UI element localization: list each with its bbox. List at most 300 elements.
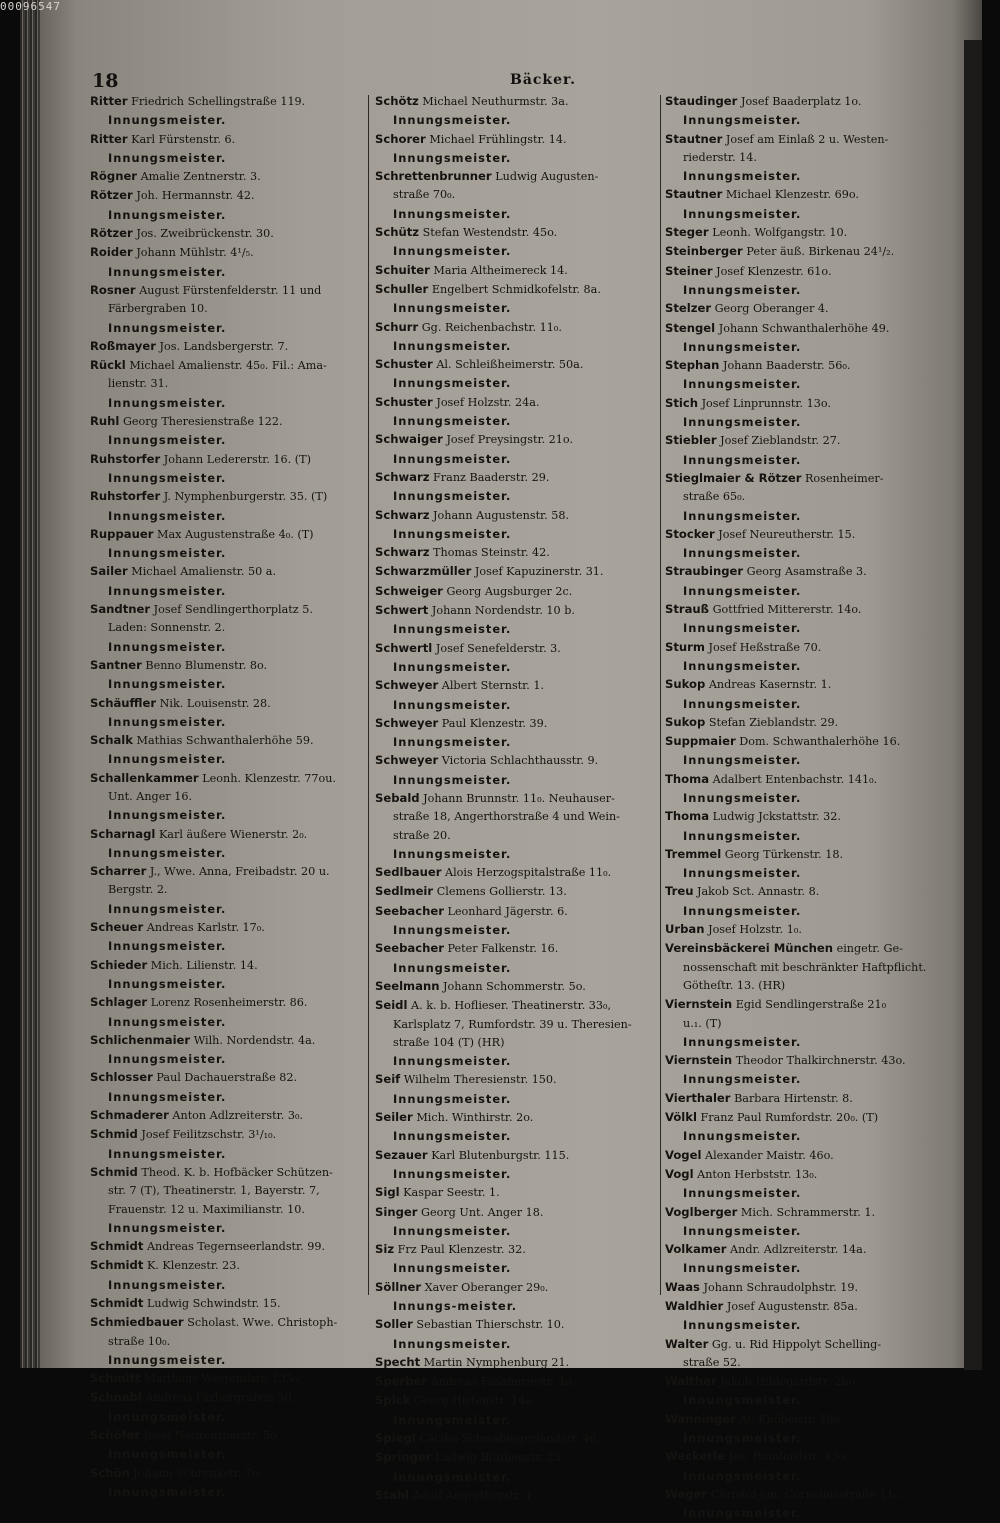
entry-surname: Weger bbox=[665, 1486, 708, 1501]
innungsmeister-note: Innungsmeister. bbox=[683, 415, 802, 430]
entry-details: Karl äußere Wienerstr. 2₀. bbox=[158, 827, 308, 841]
entry-details: Mich. Lilienstr. 14. bbox=[150, 958, 258, 972]
directory-entry bbox=[665, 469, 953, 488]
entry-details: Andreas Fasaneriestr. 4o. bbox=[430, 1375, 576, 1389]
innungsmeister-note: Innungsmeister. bbox=[393, 659, 512, 674]
directory-entry bbox=[375, 1486, 663, 1505]
innungsmeister-note: Innungsmeister. bbox=[683, 452, 802, 467]
entry-details: K. Klenzestr. 23. bbox=[146, 1259, 240, 1273]
entry-details: Frz Paul Klenzestr. 32. bbox=[397, 1243, 526, 1257]
directory-entry bbox=[375, 996, 663, 1015]
entry-surname: Stautner bbox=[665, 187, 723, 202]
innungsmeister-note: Innungsmeister. bbox=[108, 752, 227, 767]
innungsmeister-note: Innungsmeister. bbox=[393, 1412, 512, 1427]
innungsmeister-note: Innungsmeister. bbox=[393, 376, 512, 391]
entry-details: Barbara Hirtenstr. 8. bbox=[734, 1091, 853, 1105]
entry-details: Michael Amalienstr. 45₀. Fil.: Ama- bbox=[129, 359, 327, 373]
entry-surname: Schmid bbox=[90, 1164, 138, 1179]
entry-surname: Schötz bbox=[375, 94, 419, 108]
entry-surname: Staudinger bbox=[665, 94, 738, 108]
entry-surname: Schwertl bbox=[375, 640, 433, 655]
directory-entry bbox=[90, 412, 372, 431]
entry-surname: Sezauer bbox=[375, 1147, 428, 1162]
entry-details: Anton Herbststr. 13₀. bbox=[697, 1167, 818, 1181]
innungsmeister-note: Innungsmeister. bbox=[108, 470, 227, 485]
directory-entry bbox=[375, 882, 663, 901]
innungsmeister-note: Innungsmeister. bbox=[683, 1506, 802, 1521]
entry-details: Al. Schleißheimerstr. 50a. bbox=[436, 358, 584, 372]
entry-details: Gg. u. Rid Hippolyt Schelling- bbox=[711, 1337, 882, 1351]
entry-surname: Volkamer bbox=[665, 1242, 727, 1257]
innungsmeister-note: Innungsmeister. bbox=[393, 451, 512, 466]
entry-surname: Santner bbox=[90, 657, 142, 672]
entry-details: Josef Holzstr. 1₀. bbox=[708, 923, 802, 937]
entry-surname: Stiebler bbox=[665, 433, 717, 448]
entry-details: Paul Klenzestr. 39. bbox=[441, 716, 548, 730]
innungsmeister-note: Innungsmeister. bbox=[108, 113, 227, 128]
innungsmeister-note: Innungsmeister. bbox=[393, 1129, 512, 1144]
directory-entry bbox=[90, 1068, 372, 1087]
entry-details: Georg Türkenstr. 18. bbox=[724, 847, 844, 861]
entry-details: Josef Augustenstr. 85a. bbox=[726, 1300, 858, 1313]
innungsmeister-note: Innungsmeister. bbox=[393, 526, 512, 541]
directory-entry bbox=[90, 956, 372, 975]
innungsmeister-note: Innungsmeister. bbox=[393, 1336, 512, 1351]
entry-surname: Schallenkammer bbox=[90, 770, 199, 785]
entry-continuation: lienstr. 31. bbox=[108, 377, 169, 391]
entry-details: Friedrich Schellingstraße 119. bbox=[131, 95, 306, 108]
directory-entry bbox=[90, 1031, 372, 1050]
directory-entry bbox=[665, 1297, 953, 1316]
entry-surname: Sedlbauer bbox=[375, 865, 442, 880]
directory-entry bbox=[90, 769, 372, 788]
entry-details: Georg Hirtenstr. 14a. bbox=[413, 1394, 536, 1408]
entry-surname: Rosner bbox=[90, 282, 136, 297]
entry-details: Stefan Zieblandstr. 29. bbox=[708, 715, 839, 729]
entry-surname: Vogel bbox=[665, 1147, 702, 1162]
directory-entry bbox=[375, 167, 663, 186]
directory-entry bbox=[665, 242, 953, 261]
directory-entry bbox=[375, 714, 663, 733]
entry-surname: Waldhier bbox=[665, 1299, 724, 1313]
entry-details: Scholast. Wwe. Christoph- bbox=[187, 1316, 338, 1330]
entry-surname: Treu bbox=[665, 884, 694, 899]
directory-entry bbox=[665, 130, 953, 149]
entry-details: Theod. K. b. Hofbäcker Schützen- bbox=[141, 1165, 333, 1179]
scan-background-strip bbox=[964, 40, 982, 1370]
entry-surname: Stocker bbox=[665, 526, 715, 541]
entry-details: J., Wwe. Anna, Freibadstr. 20 u. bbox=[149, 865, 330, 879]
entry-surname: Schmitt bbox=[90, 1371, 141, 1386]
directory-entry bbox=[665, 525, 953, 544]
innungsmeister-note: Innungsmeister. bbox=[108, 976, 227, 991]
entry-surname: Schwarz bbox=[375, 545, 430, 560]
directory-entry bbox=[665, 732, 953, 751]
entry-surname: Schlosser bbox=[90, 1070, 153, 1085]
entry-continuation: Färbergraben 10. bbox=[108, 302, 208, 316]
innungsmeister-note: Innungsmeister. bbox=[108, 1277, 227, 1292]
entry-surname: Ritter bbox=[90, 94, 128, 108]
entry-surname: Völkl bbox=[665, 1110, 697, 1125]
directory-entry bbox=[375, 223, 663, 242]
directory-entry bbox=[665, 223, 953, 242]
entry-surname: Stelzer bbox=[665, 301, 712, 316]
entry-details: Mathias Schwanthalerhöhe 59. bbox=[136, 734, 314, 748]
directory-entry bbox=[375, 468, 663, 487]
entry-surname: Weckerle bbox=[665, 1449, 725, 1464]
entry-details: Max Augustenstraße 4₀. (T) bbox=[157, 527, 314, 541]
entry-surname: Siz bbox=[375, 1242, 395, 1257]
directory-entry bbox=[90, 243, 372, 262]
page-heading: Bäcker. bbox=[510, 72, 577, 88]
innungsmeister-note: Innungsmeister. bbox=[108, 901, 227, 916]
entry-surname: Specht bbox=[375, 1354, 421, 1369]
entry-surname: Stautner bbox=[665, 131, 723, 146]
directory-entry bbox=[90, 186, 372, 205]
entry-surname: Schwarz bbox=[375, 507, 430, 522]
entry-surname: Ruhl bbox=[90, 414, 120, 429]
entry-details: Michael Neuthurmstr. 3a. bbox=[422, 95, 569, 108]
innungsmeister-note: Innungsmeister. bbox=[108, 1409, 227, 1424]
directory-entry bbox=[90, 1426, 372, 1445]
entry-surname: Schnabl bbox=[90, 1390, 142, 1405]
directory-entry bbox=[375, 1070, 663, 1089]
entry-continuation: nossenschaft mit beschränkter Haftpflicht. bbox=[683, 960, 927, 974]
entry-surname: Schweiger bbox=[375, 583, 443, 598]
innungsmeister-note: Innungsmeister. bbox=[683, 658, 802, 673]
entry-surname: Schmidt bbox=[90, 1239, 144, 1254]
innungsmeister-note: Innungsmeister. bbox=[108, 1447, 227, 1462]
entry-continuation: straße 70₀. bbox=[393, 188, 456, 202]
innungsmeister-note: Innungsmeister. bbox=[108, 808, 227, 823]
entry-surname: Sperber bbox=[375, 1374, 428, 1389]
directory-entry bbox=[375, 1448, 663, 1467]
entry-details: Ludwig Schwindstr. 15. bbox=[146, 1297, 281, 1310]
entry-surname: Schweyer bbox=[375, 678, 439, 693]
entry-surname: Schieder bbox=[90, 957, 148, 972]
directory-entry bbox=[665, 600, 953, 619]
directory-entry bbox=[90, 862, 372, 881]
entry-details: Peter äuß. Birkenau 24¹/₂. bbox=[746, 245, 895, 259]
directory-entry bbox=[375, 789, 663, 808]
entry-surname: Stich bbox=[665, 395, 698, 410]
entry-surname: Sigl bbox=[375, 1185, 400, 1200]
directory-entry bbox=[375, 1315, 663, 1334]
entry-details: Alexander Maistr. 46o. bbox=[705, 1148, 834, 1162]
directory-entry bbox=[375, 430, 663, 449]
entry-surname: Schuster bbox=[375, 357, 433, 372]
entry-surname: Sandtner bbox=[90, 602, 151, 617]
directory-entry bbox=[375, 393, 663, 412]
entry-details: Gottfried Mittererstr. 14o. bbox=[712, 603, 862, 617]
entry-details: Franz Baaderstr. 29. bbox=[433, 470, 550, 484]
entry-details: Franz Paul Rumfordstr. 20₀. (T) bbox=[700, 1111, 879, 1125]
entry-details: Michael Amalienstr. 50 a. bbox=[131, 565, 277, 579]
entry-details: Benno Blumenstr. 8o. bbox=[145, 658, 268, 672]
entry-details: Andr. Adlzreiterstr. 14a. bbox=[730, 1243, 867, 1257]
entry-surname: Strauß bbox=[665, 602, 710, 617]
directory-entry bbox=[665, 185, 953, 204]
entry-surname: Walther bbox=[665, 1374, 717, 1389]
directory-entry bbox=[375, 543, 663, 562]
innungsmeister-note: Innungsmeister. bbox=[108, 714, 227, 729]
entry-details: Xaver Oberanger 29₀. bbox=[424, 1280, 549, 1294]
directory-entry bbox=[665, 1372, 953, 1391]
entry-details: Dom. Schwanthalerhöhe 16. bbox=[739, 735, 901, 749]
entry-details: Georg Oberanger 4. bbox=[714, 302, 829, 316]
directory-entry bbox=[665, 1335, 953, 1354]
innungsmeister-note: Innungsmeister. bbox=[108, 677, 227, 692]
directory-entry bbox=[90, 1388, 372, 1407]
directory-entry bbox=[90, 92, 372, 111]
entry-details: Leonhard Jägerstr. 6. bbox=[447, 904, 568, 918]
innungsmeister-note: Innungsmeister. bbox=[108, 395, 227, 410]
directory-entry bbox=[90, 337, 372, 356]
entry-details: Kaspar Seestr. 1. bbox=[403, 1186, 500, 1200]
entry-surname: Seiler bbox=[375, 1110, 413, 1125]
entry-details: Albert Sternstr. 1. bbox=[441, 679, 545, 693]
innungsmeister-note: Innungsmeister. bbox=[108, 320, 227, 335]
entry-surname: Sedlmeir bbox=[375, 884, 434, 899]
entry-details: Johann Schwanthalerhöhe 49. bbox=[718, 321, 890, 335]
directory-entry bbox=[375, 1203, 663, 1222]
innungsmeister-note: Innungsmeister. bbox=[683, 377, 802, 392]
innungsmeister-note: Innungsmeister. bbox=[393, 1091, 512, 1106]
entry-surname: Stengel bbox=[665, 320, 716, 335]
innungsmeister-note: Innungsmeister. bbox=[108, 1220, 227, 1235]
directory-entry bbox=[90, 167, 372, 186]
entry-details: Josef Preysingstr. 21o. bbox=[446, 433, 574, 447]
entry-surname: Voglberger bbox=[665, 1204, 738, 1219]
entry-surname: Thoma bbox=[665, 809, 710, 824]
innungsmeister-note: Innungsmeister. bbox=[683, 1431, 802, 1446]
innungsmeister-note: Innungsmeister. bbox=[108, 207, 227, 222]
directory-entry bbox=[665, 1278, 953, 1297]
directory-entry bbox=[90, 731, 372, 750]
entry-surname: Schwert bbox=[375, 603, 429, 618]
entry-surname: Schwaiger bbox=[375, 432, 443, 447]
innungsmeister-note: Innungsmeister. bbox=[683, 583, 802, 598]
innungsmeister-note: Innungsmeister. bbox=[683, 546, 802, 561]
innungsmeister-note: Innungsmeister. bbox=[683, 753, 802, 768]
directory-entry bbox=[90, 825, 372, 844]
entry-surname: Sebald bbox=[375, 790, 420, 805]
innungsmeister-note: Innungsmeister. bbox=[108, 433, 227, 448]
entry-details: Ludwig Jckstattstr. 32. bbox=[712, 810, 841, 824]
entry-surname: Ruhstorfer bbox=[90, 451, 161, 466]
directory-entry bbox=[90, 1163, 372, 1182]
innungsmeister-note: Innungsmeister. bbox=[393, 1166, 512, 1181]
entry-surname: Seif bbox=[375, 1072, 401, 1087]
entry-surname: Steger bbox=[665, 225, 709, 240]
entry-surname: Schwarz bbox=[375, 469, 430, 484]
innungsmeister-note: Innungsmeister. bbox=[393, 735, 512, 750]
directory-entry bbox=[90, 694, 372, 713]
entry-details: August Fürstenfelderstr. 11 und bbox=[139, 283, 322, 297]
innungsmeister-note: Innungsmeister. bbox=[393, 1261, 512, 1276]
directory-entry bbox=[375, 1391, 663, 1410]
directory-entry bbox=[90, 487, 372, 506]
innungsmeister-note: Innungsmeister. bbox=[393, 414, 512, 429]
directory-entry bbox=[665, 356, 953, 375]
entry-details: Maria Altheimereck 14. bbox=[433, 263, 568, 277]
directory-entry bbox=[375, 261, 663, 280]
directory-entry bbox=[375, 902, 663, 921]
entry-surname: Schuller bbox=[375, 281, 429, 296]
entry-surname: Vierthaler bbox=[665, 1090, 731, 1105]
entry-details: Johann Schrenkstr. 7o. bbox=[133, 1466, 263, 1480]
directory-entry bbox=[375, 939, 663, 958]
directory-column-3 bbox=[665, 92, 953, 1523]
innungsmeister-note: Innungsmeister. bbox=[108, 639, 227, 654]
entry-surname: Spiegl bbox=[375, 1431, 416, 1446]
entry-details: Thomas Steinstr. 42. bbox=[433, 546, 550, 560]
entry-surname: Seidl bbox=[375, 998, 408, 1013]
innungsmeister-note: Innungsmeister. bbox=[683, 169, 802, 184]
entry-details: Johann Mühlstr. 4¹/₅. bbox=[136, 246, 254, 260]
entry-details: Ludwig Augusten- bbox=[495, 170, 599, 184]
entry-details: Lorenz Rosenheimerstr. 86. bbox=[150, 996, 308, 1010]
entry-details: Wilhelm Theresienstr. 150. bbox=[403, 1073, 557, 1087]
entry-details: Josef Senefelderstr. 3. bbox=[435, 641, 561, 655]
entry-surname: Rötzer bbox=[90, 188, 133, 203]
innungsmeister-note: Innungsmeister. bbox=[393, 338, 512, 353]
entry-details: Christof-jun. Corneliusstraße 11₀. bbox=[710, 1487, 902, 1501]
entry-details: Ludwig Blüthenstr. 25. bbox=[435, 1451, 565, 1465]
directory-entry bbox=[375, 676, 663, 695]
entry-details: Josef Heßstraße 70. bbox=[708, 640, 822, 654]
directory-entry bbox=[665, 1485, 953, 1504]
entry-details: Josef am Einlaß 2 u. Westen- bbox=[725, 132, 889, 146]
directory-entry bbox=[375, 1146, 663, 1165]
entry-details: Karl Fürstenstr. 6. bbox=[131, 132, 236, 146]
entry-details: Leonh. Klenzestr. 77ou. bbox=[202, 771, 336, 785]
entry-details: Gg. Reichenbachstr. 11₀. bbox=[421, 320, 562, 334]
entry-surname: Schmaderer bbox=[90, 1108, 169, 1123]
entry-details: Josef Neureutherstr. 15. bbox=[718, 527, 856, 541]
innungsmeister-note: Innungsmeister. bbox=[683, 508, 802, 523]
innungsmeister-note: Innungsmeister. bbox=[393, 697, 512, 712]
entry-surname: Wanninger bbox=[665, 1411, 736, 1426]
entry-surname: Springer bbox=[375, 1450, 432, 1465]
innungsmeister-note: Innungsmeister. bbox=[108, 150, 227, 165]
entry-surname: Seebacher bbox=[375, 941, 444, 956]
innungsmeister-note: Innungsmeister. bbox=[683, 282, 802, 297]
entry-surname: Vogl bbox=[665, 1166, 694, 1181]
entry-surname: Tremmel bbox=[665, 846, 722, 861]
entry-surname: Scheuer bbox=[90, 920, 144, 935]
innungsmeister-note: Innungsmeister. bbox=[393, 960, 512, 975]
entry-details: Adolf Angerthorstr. 1. bbox=[412, 1488, 537, 1502]
entry-details: Mich. Winthirstr. 2o. bbox=[416, 1111, 534, 1125]
directory-entry bbox=[375, 751, 663, 770]
directory-entry bbox=[665, 1165, 953, 1184]
entry-details: Joh. Hermannstr. 42. bbox=[136, 189, 255, 203]
entry-details: Josef Linprunnstr. 13o. bbox=[701, 396, 831, 410]
entry-details: Josef Klenzestr. 61o. bbox=[716, 264, 832, 278]
directory-entry bbox=[375, 506, 663, 525]
directory-column-1 bbox=[90, 92, 372, 1501]
entry-details: Theodor Thalkirchnerstr. 43o. bbox=[735, 1054, 906, 1068]
innungsmeister-note: Innungsmeister. bbox=[683, 1468, 802, 1483]
innungsmeister-note: Innungsmeister. bbox=[393, 923, 512, 938]
innungsmeister-note: Innungsmeister. bbox=[108, 264, 227, 279]
entry-surname: Scharnagl bbox=[90, 826, 156, 841]
entry-details: Anton Adlzreiterstr. 3₀. bbox=[172, 1109, 304, 1123]
directory-entry bbox=[90, 1294, 372, 1313]
entry-surname: Sukop bbox=[665, 714, 706, 729]
directory-entry bbox=[375, 1429, 663, 1448]
directory-entry bbox=[375, 92, 663, 111]
directory-entry bbox=[665, 319, 953, 338]
innungsmeister-note: Innungsmeister. bbox=[683, 1129, 802, 1144]
innungsmeister-note: Innungsmeister. bbox=[683, 866, 802, 881]
directory-entry bbox=[375, 1278, 663, 1297]
entry-details: Andreas Kasernstr. 1. bbox=[708, 678, 832, 692]
entry-continuation: str. 7 (T), Theatinerstr. 1, Bayerstr. 7, bbox=[108, 1184, 320, 1198]
directory-entry bbox=[665, 882, 953, 901]
directory-entry bbox=[375, 977, 663, 996]
innungsmeister-note: Innungsmeister. bbox=[683, 339, 802, 354]
entry-surname: Schweyer bbox=[375, 715, 439, 730]
entry-surname: Ritter bbox=[90, 131, 128, 146]
innungsmeister-note: Innungsmeister. bbox=[683, 1034, 802, 1049]
innungsmeister-note: Innungsmeister. bbox=[393, 846, 512, 861]
entry-surname: Schmidt bbox=[90, 1296, 144, 1310]
entry-details: Jos. Landsbergerstr. 7. bbox=[159, 339, 289, 353]
entry-surname: Suppmaier bbox=[665, 734, 736, 749]
entry-continuation: straße 10₀. bbox=[108, 1334, 171, 1348]
directory-entry bbox=[90, 356, 372, 375]
entry-details: Johann Schommerstr. 5o. bbox=[443, 979, 586, 993]
entry-surname: Sukop bbox=[665, 677, 706, 692]
entry-surname: Urban bbox=[665, 922, 705, 937]
entry-details: Egid Sendlingerstraße 21₀ bbox=[735, 998, 887, 1012]
entry-surname: Roider bbox=[90, 245, 133, 260]
entry-surname: Schöfer bbox=[90, 1428, 141, 1443]
innungsmeister-note: Innungsmeister. bbox=[108, 1484, 227, 1499]
directory-entry bbox=[90, 1369, 372, 1388]
innungsmeister-note: Innungsmeister. bbox=[683, 1072, 802, 1087]
innungsmeister-note: Innungsmeister. bbox=[393, 622, 512, 637]
entry-details: Johann Schraudolphstr. 19. bbox=[703, 1280, 859, 1294]
entry-details: J. Nymphenburgerstr. 35. (T) bbox=[163, 490, 328, 504]
page-stack-edge bbox=[20, 0, 40, 1368]
entry-details: Georg Asamstraße 3. bbox=[746, 565, 867, 579]
innungsmeister-note: Innungsmeister. bbox=[393, 772, 512, 787]
directory-entry bbox=[375, 1372, 663, 1391]
entry-details: Clemens Gollierstr. 13. bbox=[436, 885, 567, 899]
entry-continuation: riederstr. 14. bbox=[683, 150, 757, 164]
innungsmeister-note: Innungsmeister. bbox=[683, 903, 802, 918]
entry-surname: Rückl bbox=[90, 358, 126, 373]
entry-surname: Schütz bbox=[375, 225, 420, 240]
directory-column-2 bbox=[375, 92, 663, 1505]
directory-entry bbox=[375, 1183, 663, 1202]
innungsmeister-note: Innungsmeister. bbox=[108, 546, 227, 561]
entry-continuation: Laden: Sonnenstr. 2. bbox=[108, 621, 226, 635]
directory-entry bbox=[90, 281, 372, 300]
entry-details: Michael Klenzestr. 69o. bbox=[725, 188, 859, 202]
innungsmeister-note: Innungsmeister. bbox=[393, 206, 512, 221]
directory-entry bbox=[90, 562, 372, 581]
directory-entry bbox=[90, 130, 372, 149]
entry-details: Georg Unt. Anger 18. bbox=[421, 1205, 544, 1219]
entry-surname: Sturm bbox=[665, 639, 705, 654]
directory-entry bbox=[665, 807, 953, 826]
entry-details: Amalie Zentnerstr. 3. bbox=[140, 170, 261, 184]
entry-surname: Rögner bbox=[90, 169, 138, 184]
